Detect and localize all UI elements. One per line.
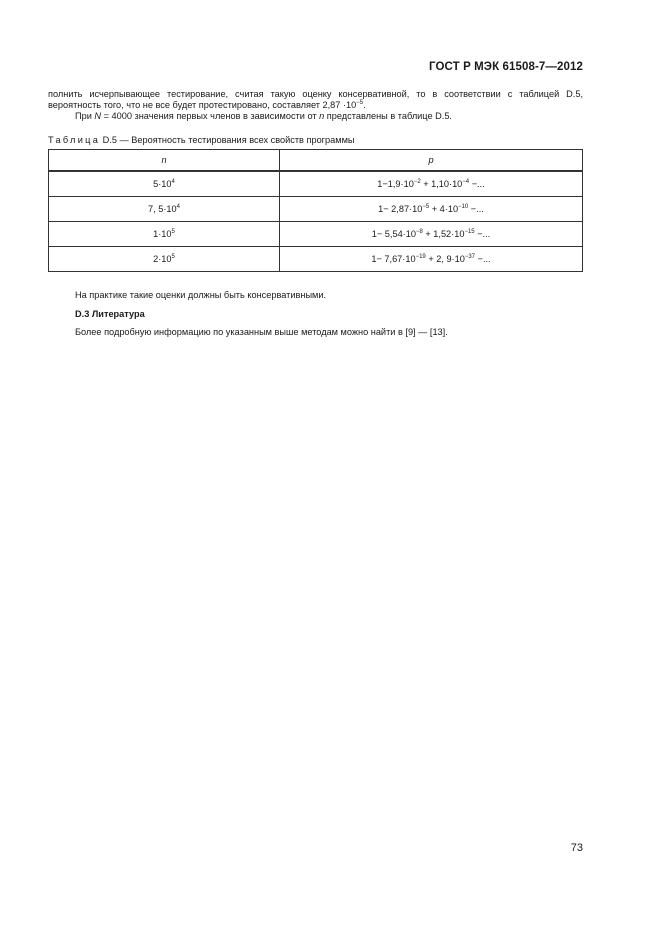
cell-n-exponent: 5 [171,254,175,260]
cell-n-base: 5·10 [153,179,172,189]
intro-line-3-c: представлены в таблице D.5. [324,111,452,121]
cell-n [49,222,280,247]
intro-line-3-b: = 4000 значения первых членов в зависимости от [101,111,320,121]
cell-p [280,222,583,247]
table-row [49,247,583,272]
table-caption [48,135,355,145]
cell-p-exponent: −15 [464,229,475,235]
cell-p-exponent: −2 [413,179,421,185]
probability-table [48,149,583,272]
cell-p [280,247,583,272]
table-row [49,222,583,247]
column-header-p: p [280,150,583,172]
table-row [49,197,583,222]
cell-p-exponent: −8 [415,229,423,235]
cell-n-exponent: 4 [171,179,175,185]
cell-p-exponent: −37 [464,254,476,260]
intro-var-N: N [94,111,102,121]
section-heading: D.3 Литература [75,309,145,319]
section-text: Более подробную информацию по указанным выше методам можно найти в [9] — [13]. [75,327,448,337]
cell-p-text: −... [475,254,491,264]
intro-line-3 [75,111,452,121]
table-caption-label: Таблица [48,135,101,145]
cell-n [49,197,280,222]
table-row [49,171,583,197]
cell-p-text: 1−1,9·10 [377,179,414,189]
document-header: ГОСТ Р МЭК 61508-7—2012 [429,61,583,73]
cell-p-text: −... [468,204,484,214]
cell-p [280,171,583,197]
intro-line-1: полнить исчерпывающее тестирование, считая такую оценку консервативной, то в соответствии с таблицей D.5, [48,89,583,99]
intro-line-3-a: При [75,111,95,121]
cell-p-text: + 1,52·10 [422,229,465,239]
cell-p-text: −... [474,229,491,239]
cell-p-text: 1− 5,54·10 [371,229,416,239]
intro-line-2 [48,99,583,111]
table-caption-title: D.5 — Вероятность тестирования всех свойств программы [100,135,355,145]
cell-p-text: 1− 2,87·10 [378,204,423,214]
cell-p-exponent: −10 [458,204,469,210]
cell-n-base: 1·10 [153,229,172,239]
cell-n-exponent: 4 [176,204,180,210]
page-number: 73 [570,842,583,854]
cell-p-text: + 4·10 [429,204,459,214]
intro-line-2-exponent: −5 [356,100,364,106]
cell-n-exponent: 5 [171,229,175,235]
table-header-row [49,150,583,172]
intro-line-2-end: . [363,100,366,110]
cell-p-text: + 1,10·10 [420,179,463,189]
cell-p-exponent: −4 [462,179,470,185]
cell-n-base: 7, 5·10 [148,204,177,214]
intro-line-2-text: вероятность того, что не все будет протестировано, составляет 2,87 ·10 [48,100,357,110]
cell-n [49,247,280,272]
cell-p-text: 1− 7,67·10 [371,254,416,264]
after-table-text: На практике такие оценки должны быть консервативными. [75,290,327,300]
cell-p-text: + 2, 9·10 [425,254,465,264]
cell-p-text: −... [469,179,485,189]
cell-n-base: 2·10 [153,254,172,264]
cell-n [49,171,280,197]
column-header-n: n [49,150,280,172]
intro-var-n: n [319,111,325,121]
cell-p-exponent: −19 [415,254,426,260]
cell-p-exponent: −5 [422,204,430,210]
cell-p [280,197,583,222]
